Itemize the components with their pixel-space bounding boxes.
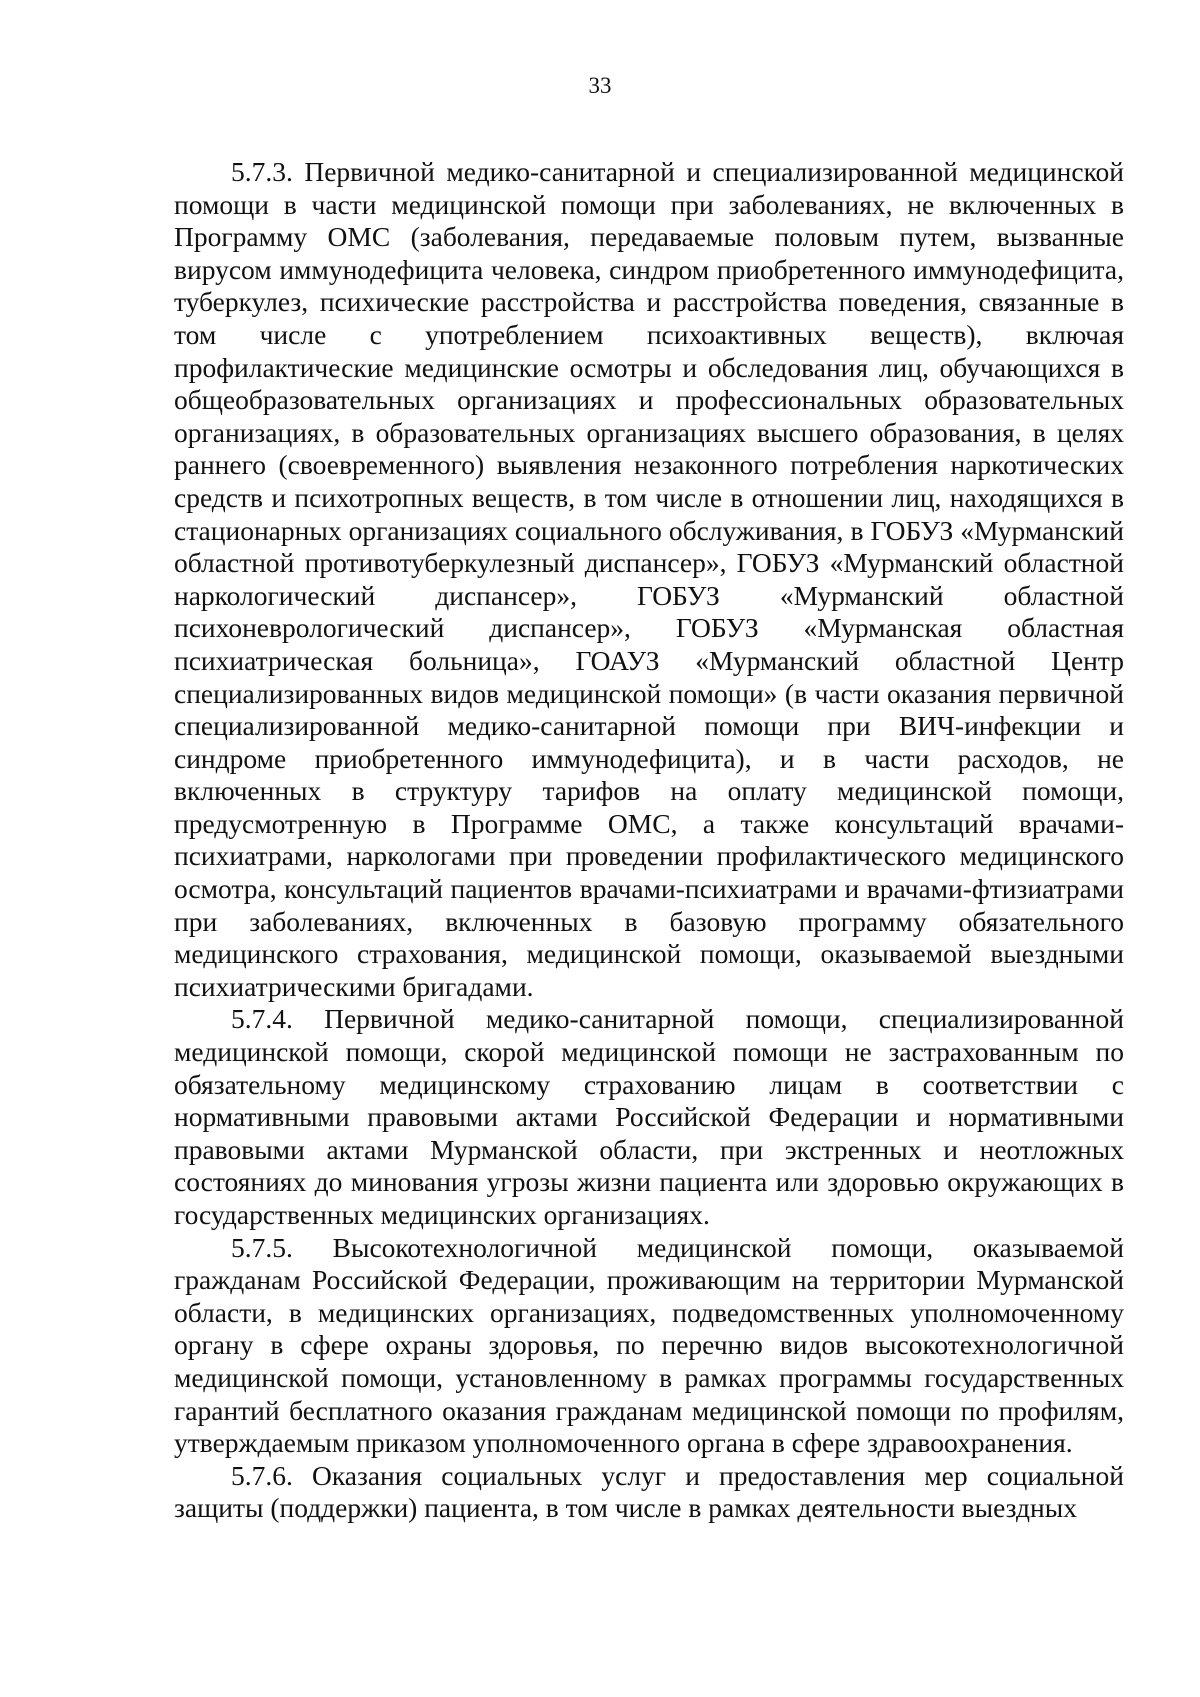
paragraph-5-7-3: 5.7.3. Первичной медико-санитарной и специализированной медицинской помощи в части медицинской помощи при заболеваниях, не включенных в Программу ОМС (заболевания, передаваемые половым путем, вызванные вирусом иммунодефицита человека, синдром приобретенного иммунодефицита, туберкулез, психические расстройства и расстройства поведения, связанные в том числе с употреблением психоактивных веществ), включая профилактические медицинские осмотры и обследования лиц, обучающихся в общеобразовательных организациях и профессиональных образовательных организациях, в образовательных организациях высшего образования, в целях раннего (своевременного) выявления незаконного потребления наркотических средств и психотропных веществ, в том числе в отношении лиц, находящихся в стационарных организациях социального обслуживания, в ГОБУЗ «Мурманский областной противотуберкулезный диспансер», ГОБУЗ «Мурманский областной наркологический диспансер», ГОБУЗ «Мурманский областной психоневрологический диспансер», ГОБУЗ «Мурманская областная психиатрическая больница», ГОАУЗ «Мурманский областной Центр специализированных видов медицинской помощи» (в части оказания первичной специализированной медико-санитарной помощи при ВИЧ-инфекции и синдроме приобретенного иммунодефицита), и в части расходов, не включенных в структуру тарифов на оплату медицинской помощи, предусмотренную в Программе ОМС, а также консультаций врачами-психиатрами, наркологами при проведении профилактического медицинского осмотра, консультаций пациентов врачами-психиатрами и врачами-фтизиатрами при заболеваниях, включенных в базовую программу обязательного медицинского страхования, медицинской помощи, оказываемой выездными психиатрическими бригадами.	[174, 156, 1124, 1002]
paragraph-5-7-5: 5.7.5. Высокотехнологичной медицинской помощи, оказываемой гражданам Российской Федерации, проживающим на территории Мурманской области, в медицинских организациях, подведомственных уполномоченному органу в сфере охраны здоровья, по перечню видов высокотехнологичной медицинской помощи, установленному в рамках программы государственных гарантий бесплатного оказания гражданам медицинской помощи по профилям, утверждаемым приказом уполномоченного органа в сфере здравоохранения.	[174, 1231, 1124, 1459]
paragraph-5-7-4: 5.7.4. Первичной медико-санитарной помощи, специализированной медицинской помощи, скорой медицинской помощи не застрахованным по обязательному медицинскому страхованию лицам в соответствии с нормативными правовыми актами Российской Федерации и нормативными правовыми актами Мурманской области, при экстренных и неотложных состояниях до минования угрозы жизни пациента или здоровью окружающих в государственных медицинских организациях.	[174, 1003, 1124, 1230]
document-body	[174, 156, 1124, 1525]
page-number: 33	[588, 73, 612, 98]
paragraph-5-7-6: 5.7.6. Оказания социальных услуг и предоставления мер социальной защиты (поддержки) пациента, в том числе в рамках деятельности выездных	[174, 1459, 1124, 1524]
